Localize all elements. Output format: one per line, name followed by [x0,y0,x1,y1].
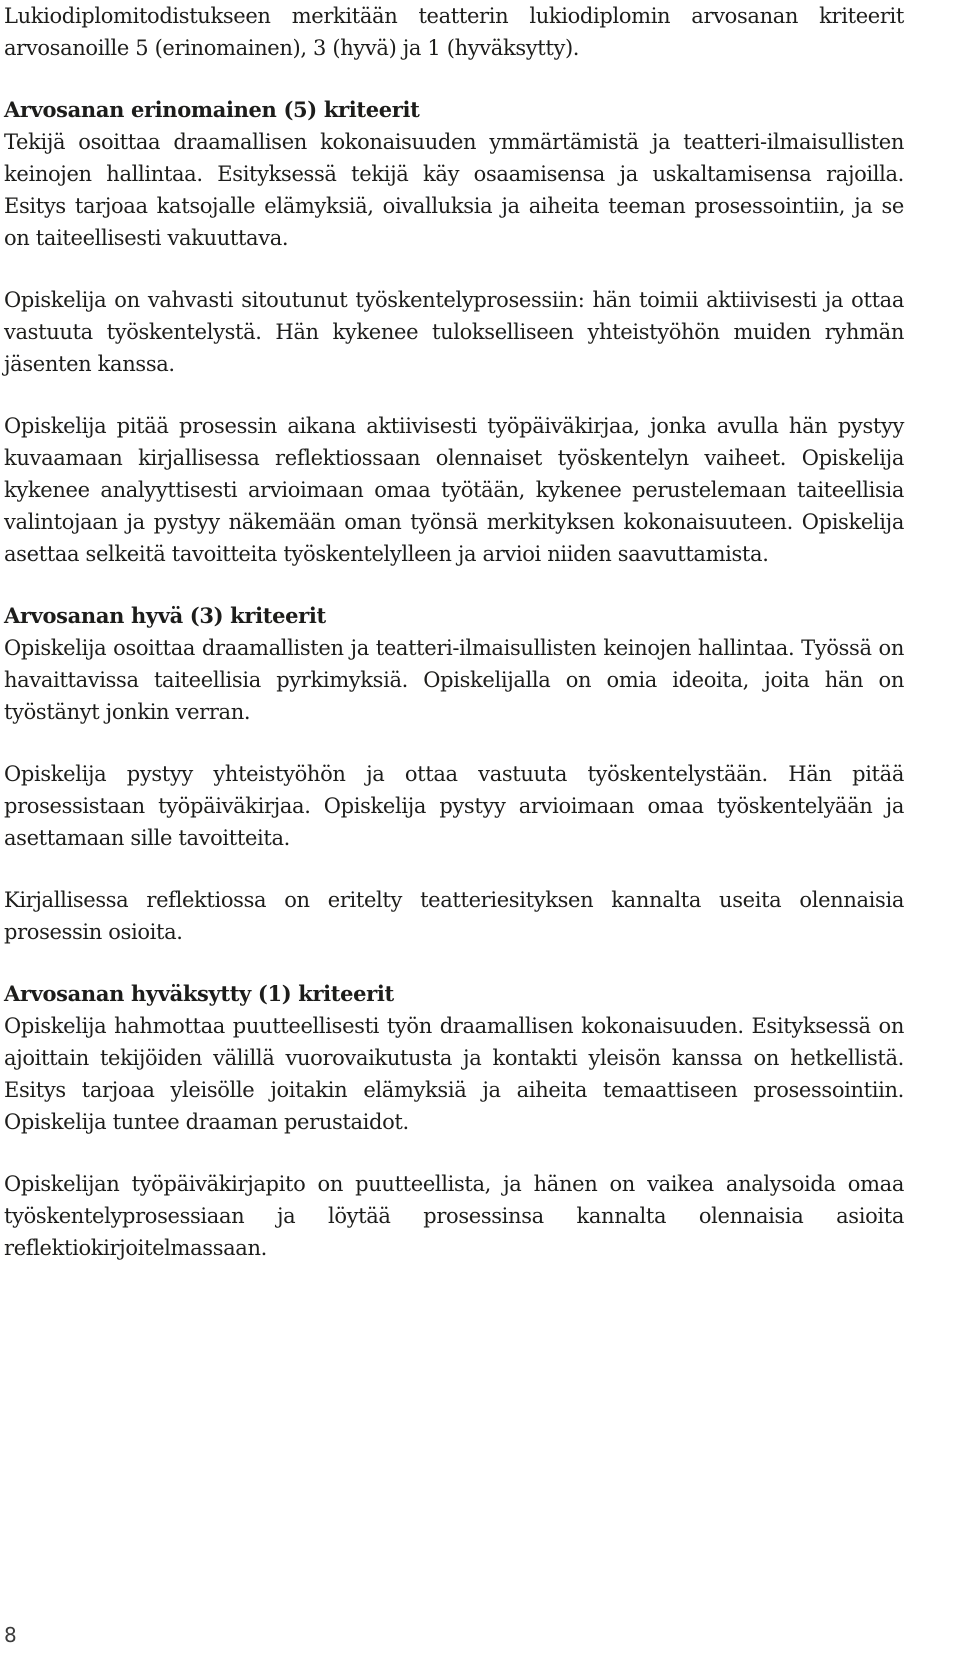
paragraph: Opiskelija pitää prosessin aikana aktiivisesti työpäiväkirjaa, jonka avulla hän pystyy kuvaamaan kirjallisessa reflektiossaan olennaiset työskentelyn vaiheet. Opiskelija kykenee analyyttisesti arvioimaan omaa työtään, kykenee perustelemaan taiteellisia valintojaan ja pystyy näkemään oman työnsä merkityksen kokonaisuuteen. Opiskelija asettaa selkeitä tavoitteita työskentelylleen ja arvioi niiden saavuttamista. [4,414,904,566]
paragraph: Kirjallisessa reflektiossa on eritelty teatteriesityksen kannalta useita olennaisia prosessin osioita. [4,888,904,944]
section-title: Arvosanan hyväksytty (1) kriteerit [4,981,394,1006]
section-title: Arvosanan erinomainen (5) kriteerit [4,97,420,122]
intro-paragraph: Lukiodiplomitodistukseen merkitään teatterin lukiodiplomin arvosanan kriteerit arvosanoille 5 (erinomainen), 3 (hyvä) ja 1 (hyväksytty). [4,4,904,60]
paragraph: Opiskelija on vahvasti sitoutunut työskentelyprosessiin: hän toimii aktiivisesti ja ottaa vastuuta työskentelystä. Hän kykenee tulokselliseen yhteistyöhön muiden ryhmän jäsenten kanssa. [4,288,904,376]
paragraph: Opiskelija osoittaa draamallisten ja teatteri-ilmaisullisten keinojen hallintaa. Työssä on havaittavissa taiteellisia pyrkimyksiä. Opiskelijalla on omia ideoita, joita hän on työstänyt jonkin verran. [4,636,904,724]
paragraph: Opiskelija hahmottaa puutteellisesti työn draamallisen kokonaisuuden. Esityksessä on ajoittain tekijöiden välillä vuorovaikutusta ja kontakti yleisön kanssa on hetkellistä. Esitys tarjoaa yleisölle joitakin elämyksiä ja aiheita temaattiseen prosessointiin. Opiskelija tuntee draaman perustaidot. [4,1014,904,1134]
section-grade-3 [4,600,904,948]
section-grade-5 [4,94,904,570]
page-number: 8 [4,1623,17,1647]
paragraph: Opiskelijan työpäiväkirjapito on puutteellista, ja hänen on vaikea analysoida omaa työskentelyprosessiaan ja löytää prosessinsa kannalta olennaisia asioita reflektiokirjoitelmassaan. [4,1172,904,1260]
paragraph: Tekijä osoittaa draamallisen kokonaisuuden ymmärtämistä ja teatteri-ilmaisullisten keinojen hallintaa. Esityksessä tekijä käy osaamisensa ja uskaltamisensa rajoilla. Esitys tarjoaa katsojalle elämyksiä, oivalluksia ja aiheita teeman prosessointiin, ja se on taiteellisesti vakuuttava. [4,130,904,250]
section-title: Arvosanan hyvä (3) kriteerit [4,603,326,628]
section-grade-1 [4,978,904,1264]
paragraph: Opiskelija pystyy yhteistyöhön ja ottaa vastuuta työskentelystään. Hän pitää prosessistaan työpäiväkirjaa. Opiskelija pystyy arvioimaan omaa työskentelyään ja asettamaan sille tavoitteita. [4,762,904,850]
document-page [4,0,904,1264]
